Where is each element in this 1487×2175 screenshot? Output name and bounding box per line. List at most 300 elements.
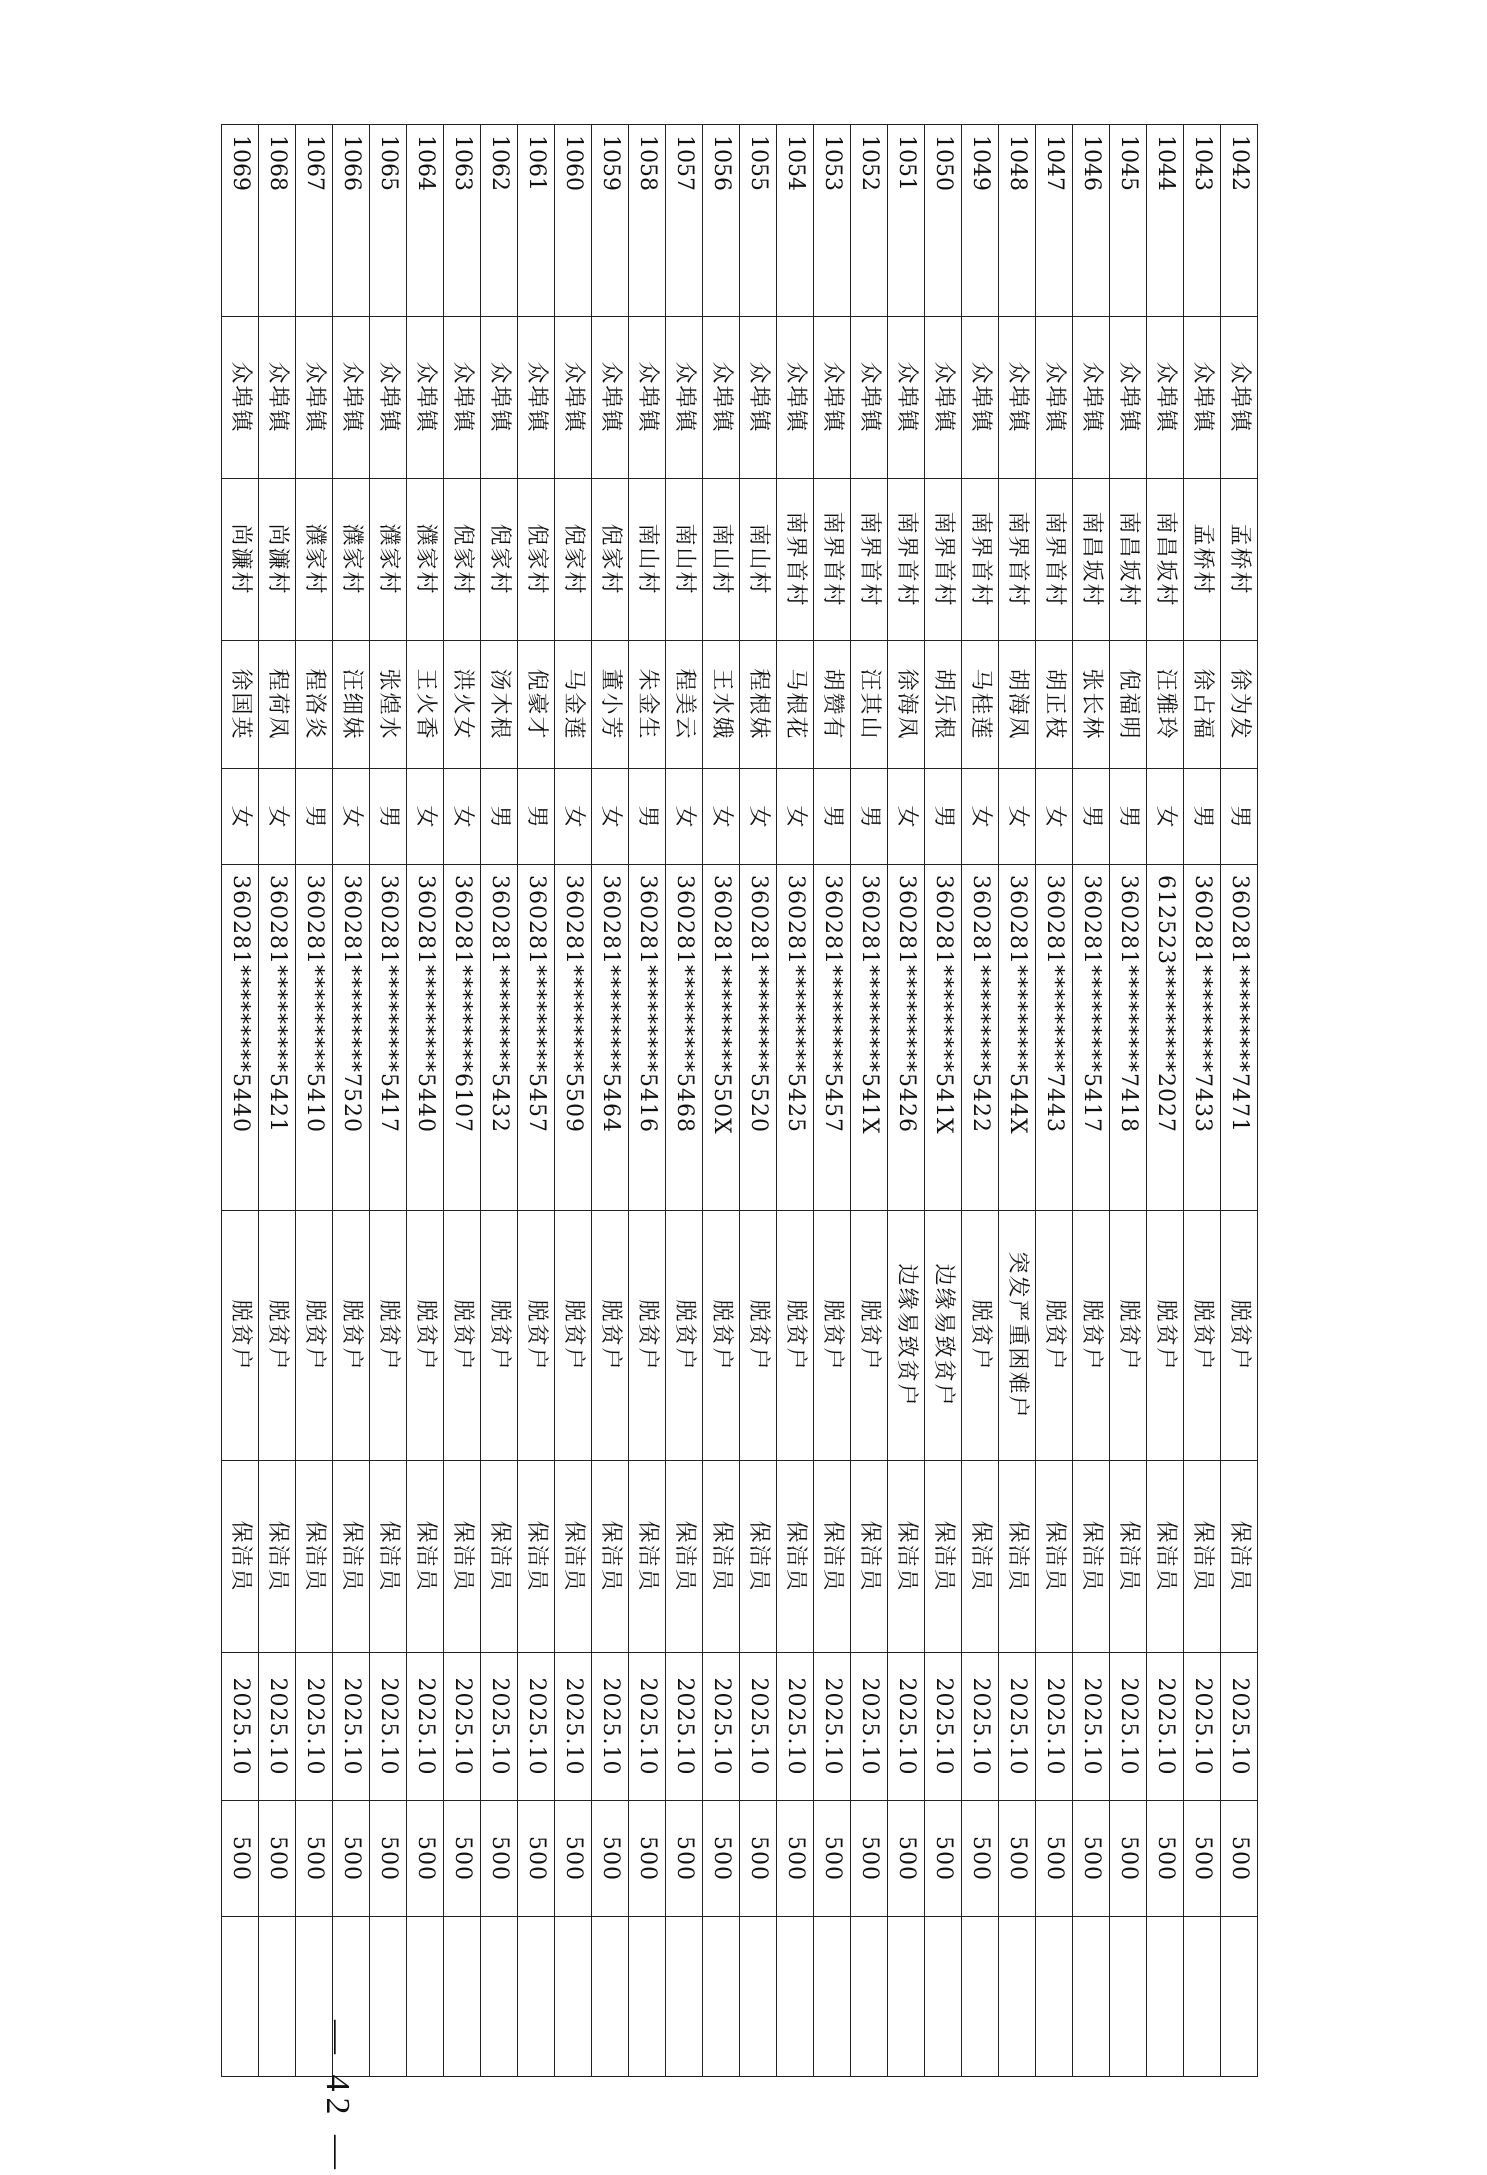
id-number-cell: 360281*********544X [999, 865, 1036, 1211]
category-cell: 脱贫户 [1221, 1211, 1258, 1461]
blank-cell [1073, 1917, 1110, 2077]
category-cell: 脱贫户 [259, 1211, 296, 1461]
job-cell: 保洁员 [666, 1461, 703, 1653]
name-cell: 张煌水 [370, 641, 407, 769]
id-number-cell: 360281*********5432 [481, 865, 518, 1211]
name-cell: 董小芳 [592, 641, 629, 769]
gender-cell: 女 [740, 769, 777, 865]
row-number-cell: 1052 [851, 125, 888, 317]
town-cell: 众埠镇 [962, 317, 999, 479]
gender-cell: 男 [1073, 769, 1110, 865]
amount-cell: 500 [629, 1801, 666, 1917]
page-number: — 42 — [319, 2020, 356, 2175]
town-cell: 众埠镇 [1110, 317, 1147, 479]
village-cell: 南界首村 [962, 479, 999, 641]
amount-cell: 500 [1110, 1801, 1147, 1917]
village-cell: 孟桥村 [1184, 479, 1221, 641]
blank-cell [259, 1917, 296, 2077]
town-cell: 众埠镇 [740, 317, 777, 479]
id-number-cell: 360281*********7471 [1221, 865, 1258, 1211]
village-cell: 南界首村 [888, 479, 925, 641]
job-cell: 保洁员 [259, 1461, 296, 1653]
town-cell: 众埠镇 [1036, 317, 1073, 479]
date-cell: 2025.10 [407, 1653, 444, 1801]
village-cell: 南界首村 [999, 479, 1036, 641]
gender-cell: 男 [629, 769, 666, 865]
amount-cell: 500 [814, 1801, 851, 1917]
town-cell: 众埠镇 [481, 317, 518, 479]
date-cell: 2025.10 [1110, 1653, 1147, 1801]
amount-cell: 500 [851, 1801, 888, 1917]
id-number-cell: 360281*********7433 [1184, 865, 1221, 1211]
gender-cell: 男 [814, 769, 851, 865]
blank-cell [370, 1917, 407, 2077]
table-row [481, 125, 518, 2077]
date-cell: 2025.10 [1147, 1653, 1184, 1801]
roster-table-body [222, 125, 1258, 2077]
date-cell: 2025.10 [592, 1653, 629, 1801]
gender-cell: 女 [703, 769, 740, 865]
date-cell: 2025.10 [777, 1653, 814, 1801]
amount-cell: 500 [962, 1801, 999, 1917]
row-number-cell: 1047 [1036, 125, 1073, 317]
table-row [888, 125, 925, 2077]
id-number-cell: 360281*********5416 [629, 865, 666, 1211]
name-cell: 胡海凤 [999, 641, 1036, 769]
id-number-cell: 360281*********5520 [740, 865, 777, 1211]
date-cell: 2025.10 [444, 1653, 481, 1801]
row-number-cell: 1068 [259, 125, 296, 317]
row-number-cell: 1045 [1110, 125, 1147, 317]
job-cell: 保洁员 [407, 1461, 444, 1653]
id-number-cell: 360281*********541X [851, 865, 888, 1211]
id-number-cell: 360281*********5440 [222, 865, 259, 1211]
village-cell: 濮家村 [333, 479, 370, 641]
job-cell: 保洁员 [370, 1461, 407, 1653]
table-row [333, 125, 370, 2077]
category-cell: 脱贫户 [370, 1211, 407, 1461]
job-cell: 保洁员 [962, 1461, 999, 1653]
job-cell: 保洁员 [777, 1461, 814, 1653]
gender-cell: 男 [925, 769, 962, 865]
gender-cell: 女 [444, 769, 481, 865]
town-cell: 众埠镇 [333, 317, 370, 479]
village-cell: 濮家村 [370, 479, 407, 641]
town-cell: 众埠镇 [703, 317, 740, 479]
gender-cell: 女 [555, 769, 592, 865]
name-cell: 胡乐根 [925, 641, 962, 769]
amount-cell: 500 [259, 1801, 296, 1917]
amount-cell: 500 [481, 1801, 518, 1917]
name-cell: 汤木根 [481, 641, 518, 769]
gender-cell: 女 [1036, 769, 1073, 865]
id-number-cell: 360281*********7418 [1110, 865, 1147, 1211]
table-row [1221, 125, 1258, 2077]
name-cell: 张长林 [1073, 641, 1110, 769]
category-cell: 脱贫户 [222, 1211, 259, 1461]
category-cell: 脱贫户 [703, 1211, 740, 1461]
amount-cell: 500 [333, 1801, 370, 1917]
date-cell: 2025.10 [740, 1653, 777, 1801]
date-cell: 2025.10 [962, 1653, 999, 1801]
category-cell: 边缘易致贫户 [925, 1211, 962, 1461]
name-cell: 汪雅玲 [1147, 641, 1184, 769]
row-number-cell: 1060 [555, 125, 592, 317]
blank-cell [925, 1917, 962, 2077]
row-number-cell: 1048 [999, 125, 1036, 317]
table-row [777, 125, 814, 2077]
job-cell: 保洁员 [592, 1461, 629, 1653]
amount-cell: 500 [407, 1801, 444, 1917]
blank-cell [407, 1917, 444, 2077]
blank-cell [444, 1917, 481, 2077]
amount-cell: 500 [777, 1801, 814, 1917]
category-cell: 脱贫户 [481, 1211, 518, 1461]
date-cell: 2025.10 [999, 1653, 1036, 1801]
town-cell: 众埠镇 [222, 317, 259, 479]
id-number-cell: 360281*********7443 [1036, 865, 1073, 1211]
blank-cell [1147, 1917, 1184, 2077]
category-cell: 脱贫户 [296, 1211, 333, 1461]
row-number-cell: 1063 [444, 125, 481, 317]
job-cell: 保洁员 [333, 1461, 370, 1653]
gender-cell: 女 [333, 769, 370, 865]
town-cell: 众埠镇 [777, 317, 814, 479]
amount-cell: 500 [518, 1801, 555, 1917]
village-cell: 尚濂村 [259, 479, 296, 641]
table-row [962, 125, 999, 2077]
job-cell: 保洁员 [555, 1461, 592, 1653]
job-cell: 保洁员 [1073, 1461, 1110, 1653]
gender-cell: 男 [1184, 769, 1221, 865]
name-cell: 程根妹 [740, 641, 777, 769]
table-row [1110, 125, 1147, 2077]
category-cell: 脱贫户 [1036, 1211, 1073, 1461]
job-cell: 保洁员 [999, 1461, 1036, 1653]
job-cell: 保洁员 [1110, 1461, 1147, 1653]
date-cell: 2025.10 [814, 1653, 851, 1801]
row-number-cell: 1044 [1147, 125, 1184, 317]
blank-cell [740, 1917, 777, 2077]
date-cell: 2025.10 [925, 1653, 962, 1801]
job-cell: 保洁员 [1147, 1461, 1184, 1653]
category-cell: 脱贫户 [814, 1211, 851, 1461]
row-number-cell: 1043 [1184, 125, 1221, 317]
table-row [296, 125, 333, 2077]
name-cell: 倪豪才 [518, 641, 555, 769]
village-cell: 南界首村 [814, 479, 851, 641]
date-cell: 2025.10 [629, 1653, 666, 1801]
name-cell: 王火香 [407, 641, 444, 769]
village-cell: 尚濂村 [222, 479, 259, 641]
row-number-cell: 1053 [814, 125, 851, 317]
table-row [1184, 125, 1221, 2077]
date-cell: 2025.10 [296, 1653, 333, 1801]
village-cell: 南昌坂村 [1147, 479, 1184, 641]
table-row [222, 125, 259, 2077]
gender-cell: 女 [888, 769, 925, 865]
village-cell: 倪家村 [555, 479, 592, 641]
town-cell: 众埠镇 [666, 317, 703, 479]
table-row [703, 125, 740, 2077]
table-row [370, 125, 407, 2077]
amount-cell: 500 [925, 1801, 962, 1917]
job-cell: 保洁员 [703, 1461, 740, 1653]
amount-cell: 500 [703, 1801, 740, 1917]
category-cell: 脱贫户 [1073, 1211, 1110, 1461]
row-number-cell: 1056 [703, 125, 740, 317]
row-number-cell: 1065 [370, 125, 407, 317]
name-cell: 徐为发 [1221, 641, 1258, 769]
gender-cell: 女 [592, 769, 629, 865]
category-cell: 脱贫户 [333, 1211, 370, 1461]
date-cell: 2025.10 [703, 1653, 740, 1801]
blank-cell [851, 1917, 888, 2077]
village-cell: 倪家村 [518, 479, 555, 641]
category-cell: 边缘易致贫户 [888, 1211, 925, 1461]
table-row [407, 125, 444, 2077]
blank-cell [777, 1917, 814, 2077]
name-cell: 马桂莲 [962, 641, 999, 769]
job-cell: 保洁员 [1221, 1461, 1258, 1653]
date-cell: 2025.10 [1036, 1653, 1073, 1801]
table-row [740, 125, 777, 2077]
row-number-cell: 1059 [592, 125, 629, 317]
town-cell: 众埠镇 [1184, 317, 1221, 479]
gender-cell: 男 [370, 769, 407, 865]
town-cell: 众埠镇 [1147, 317, 1184, 479]
row-number-cell: 1067 [296, 125, 333, 317]
id-number-cell: 360281*********541X [925, 865, 962, 1211]
town-cell: 众埠镇 [592, 317, 629, 479]
name-cell: 马根花 [777, 641, 814, 769]
town-cell: 众埠镇 [814, 317, 851, 479]
blank-cell [555, 1917, 592, 2077]
id-number-cell: 360281*********5421 [259, 865, 296, 1211]
name-cell: 倪福明 [1110, 641, 1147, 769]
blank-cell [1110, 1917, 1147, 2077]
job-cell: 保洁员 [1184, 1461, 1221, 1653]
row-number-cell: 1055 [740, 125, 777, 317]
name-cell: 徐占福 [1184, 641, 1221, 769]
blank-cell [703, 1917, 740, 2077]
category-cell: 脱贫户 [407, 1211, 444, 1461]
gender-cell: 男 [518, 769, 555, 865]
date-cell: 2025.10 [1221, 1653, 1258, 1801]
name-cell: 胡正枝 [1036, 641, 1073, 769]
amount-cell: 500 [888, 1801, 925, 1917]
id-number-cell: 360281*********7520 [333, 865, 370, 1211]
village-cell: 南界首村 [851, 479, 888, 641]
name-cell: 胡赞有 [814, 641, 851, 769]
town-cell: 众埠镇 [925, 317, 962, 479]
name-cell: 汪其山 [851, 641, 888, 769]
amount-cell: 500 [1073, 1801, 1110, 1917]
name-cell: 洪火女 [444, 641, 481, 769]
village-cell: 南山村 [703, 479, 740, 641]
village-cell: 南界首村 [925, 479, 962, 641]
table-row [1147, 125, 1184, 2077]
id-number-cell: 360281*********5425 [777, 865, 814, 1211]
category-cell: 脱贫户 [1110, 1211, 1147, 1461]
name-cell: 程洛炎 [296, 641, 333, 769]
gender-cell: 女 [259, 769, 296, 865]
name-cell: 马金莲 [555, 641, 592, 769]
name-cell: 王水娥 [703, 641, 740, 769]
name-cell: 徐海凤 [888, 641, 925, 769]
gender-cell: 男 [296, 769, 333, 865]
village-cell: 南山村 [740, 479, 777, 641]
id-number-cell: 360281*********5426 [888, 865, 925, 1211]
amount-cell: 500 [1036, 1801, 1073, 1917]
job-cell: 保洁员 [481, 1461, 518, 1653]
blank-cell [999, 1917, 1036, 2077]
gender-cell: 男 [481, 769, 518, 865]
gender-cell: 男 [851, 769, 888, 865]
blank-cell [1036, 1917, 1073, 2077]
village-cell: 南昌坂村 [1073, 479, 1110, 641]
category-cell: 脱贫户 [1147, 1211, 1184, 1461]
amount-cell: 500 [296, 1801, 333, 1917]
table-row [666, 125, 703, 2077]
date-cell: 2025.10 [370, 1653, 407, 1801]
date-cell: 2025.10 [481, 1653, 518, 1801]
village-cell: 南昌坂村 [1110, 479, 1147, 641]
town-cell: 众埠镇 [555, 317, 592, 479]
amount-cell: 500 [1147, 1801, 1184, 1917]
blank-cell [666, 1917, 703, 2077]
blank-cell [962, 1917, 999, 2077]
gender-cell: 女 [407, 769, 444, 865]
amount-cell: 500 [444, 1801, 481, 1917]
date-cell: 2025.10 [1073, 1653, 1110, 1801]
category-cell: 脱贫户 [629, 1211, 666, 1461]
row-number-cell: 1069 [222, 125, 259, 317]
job-cell: 保洁员 [296, 1461, 333, 1653]
job-cell: 保洁员 [925, 1461, 962, 1653]
table-row [629, 125, 666, 2077]
amount-cell: 500 [999, 1801, 1036, 1917]
town-cell: 众埠镇 [370, 317, 407, 479]
id-number-cell: 360281*********5410 [296, 865, 333, 1211]
row-number-cell: 1061 [518, 125, 555, 317]
job-cell: 保洁员 [740, 1461, 777, 1653]
job-cell: 保洁员 [518, 1461, 555, 1653]
id-number-cell: 360281*********5417 [1073, 865, 1110, 1211]
amount-cell: 500 [1221, 1801, 1258, 1917]
job-cell: 保洁员 [814, 1461, 851, 1653]
id-number-cell: 360281*********5457 [518, 865, 555, 1211]
town-cell: 众埠镇 [296, 317, 333, 479]
blank-cell [1221, 1917, 1258, 2077]
row-number-cell: 1064 [407, 125, 444, 317]
roster-table [221, 124, 1258, 2077]
id-number-cell: 360281*********5509 [555, 865, 592, 1211]
blank-cell [518, 1917, 555, 2077]
gender-cell: 女 [999, 769, 1036, 865]
category-cell: 脱贫户 [1184, 1211, 1221, 1461]
id-number-cell: 360281*********5457 [814, 865, 851, 1211]
row-number-cell: 1054 [777, 125, 814, 317]
amount-cell: 500 [666, 1801, 703, 1917]
row-number-cell: 1046 [1073, 125, 1110, 317]
town-cell: 众埠镇 [999, 317, 1036, 479]
category-cell: 突发严重困难户 [999, 1211, 1036, 1461]
name-cell: 程荷凤 [259, 641, 296, 769]
row-number-cell: 1057 [666, 125, 703, 317]
category-cell: 脱贫户 [518, 1211, 555, 1461]
village-cell: 濮家村 [296, 479, 333, 641]
job-cell: 保洁员 [629, 1461, 666, 1653]
blank-cell [222, 1917, 259, 2077]
category-cell: 脱贫户 [444, 1211, 481, 1461]
date-cell: 2025.10 [333, 1653, 370, 1801]
category-cell: 脱贫户 [962, 1211, 999, 1461]
table-row [925, 125, 962, 2077]
gender-cell: 女 [962, 769, 999, 865]
village-cell: 倪家村 [481, 479, 518, 641]
category-cell: 脱贫户 [555, 1211, 592, 1461]
job-cell: 保洁员 [888, 1461, 925, 1653]
id-number-cell: 360281*********6107 [444, 865, 481, 1211]
village-cell: 南山村 [629, 479, 666, 641]
village-cell: 南界首村 [1036, 479, 1073, 641]
job-cell: 保洁员 [851, 1461, 888, 1653]
row-number-cell: 1050 [925, 125, 962, 317]
date-cell: 2025.10 [518, 1653, 555, 1801]
table-row [259, 125, 296, 2077]
table-row [814, 125, 851, 2077]
gender-cell: 女 [666, 769, 703, 865]
job-cell: 保洁员 [1036, 1461, 1073, 1653]
job-cell: 保洁员 [444, 1461, 481, 1653]
name-cell: 程美云 [666, 641, 703, 769]
blank-cell [888, 1917, 925, 2077]
id-number-cell: 360281*********5422 [962, 865, 999, 1211]
village-cell: 南界首村 [777, 479, 814, 641]
gender-cell: 男 [1110, 769, 1147, 865]
id-number-cell: 360281*********5440 [407, 865, 444, 1211]
date-cell: 2025.10 [851, 1653, 888, 1801]
date-cell: 2025.10 [259, 1653, 296, 1801]
date-cell: 2025.10 [666, 1653, 703, 1801]
table-row [444, 125, 481, 2077]
village-cell: 孟桥村 [1221, 479, 1258, 641]
id-number-cell: 360281*********5417 [370, 865, 407, 1211]
row-number-cell: 1066 [333, 125, 370, 317]
town-cell: 众埠镇 [444, 317, 481, 479]
table-row [518, 125, 555, 2077]
blank-cell [481, 1917, 518, 2077]
date-cell: 2025.10 [1184, 1653, 1221, 1801]
row-number-cell: 1042 [1221, 125, 1258, 317]
town-cell: 众埠镇 [1221, 317, 1258, 479]
village-cell: 倪家村 [444, 479, 481, 641]
id-number-cell: 612523*********2027 [1147, 865, 1184, 1211]
category-cell: 脱贫户 [666, 1211, 703, 1461]
village-cell: 南山村 [666, 479, 703, 641]
name-cell: 汪细妹 [333, 641, 370, 769]
row-number-cell: 1058 [629, 125, 666, 317]
village-cell: 濮家村 [407, 479, 444, 641]
date-cell: 2025.10 [222, 1653, 259, 1801]
amount-cell: 500 [555, 1801, 592, 1917]
row-number-cell: 1051 [888, 125, 925, 317]
table-row [592, 125, 629, 2077]
row-number-cell: 1062 [481, 125, 518, 317]
category-cell: 脱贫户 [740, 1211, 777, 1461]
village-cell: 倪家村 [592, 479, 629, 641]
